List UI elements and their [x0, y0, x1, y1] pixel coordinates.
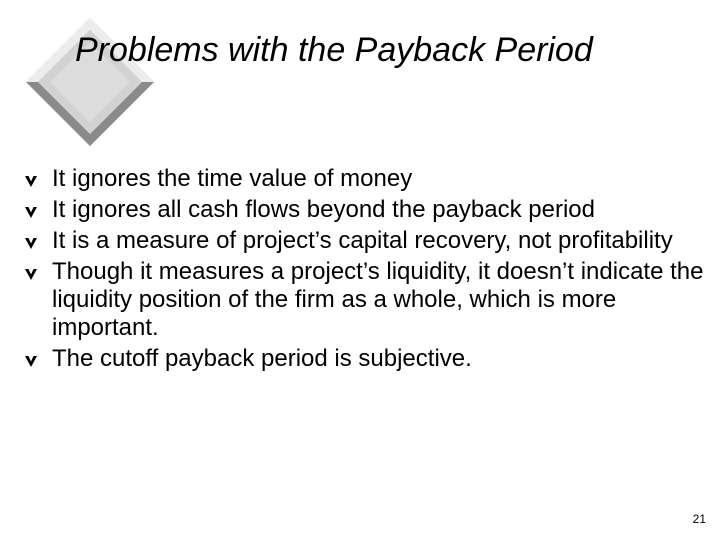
bullet-text: It ignores the time value of money: [52, 165, 413, 192]
checkmark-v-icon: [24, 174, 38, 188]
slide-title: Problems with the Payback Period: [75, 31, 593, 69]
bullet-text: The cutoff payback period is subjective.: [52, 345, 472, 372]
bullet-text: It is a measure of project’s capital recovery, not profitability: [52, 227, 673, 254]
checkmark-v-icon: [24, 236, 38, 250]
list-item: [24, 258, 704, 342]
list-item: [24, 165, 704, 193]
checkmark-v-icon: [24, 205, 38, 219]
list-item: [24, 345, 704, 373]
bullet-text: Though it measures a project’s liquidity, it doesn’t indicate the liquidity position of the firm as a whole, which is more important.: [52, 258, 704, 341]
bullet-list: [24, 165, 704, 376]
page-number: 21: [692, 512, 706, 526]
list-item: [24, 196, 704, 224]
checkmark-v-icon: [24, 267, 38, 281]
bullet-text: It ignores all cash flows beyond the payback period: [52, 196, 595, 223]
list-item: [24, 227, 704, 255]
checkmark-v-icon: [24, 354, 38, 368]
